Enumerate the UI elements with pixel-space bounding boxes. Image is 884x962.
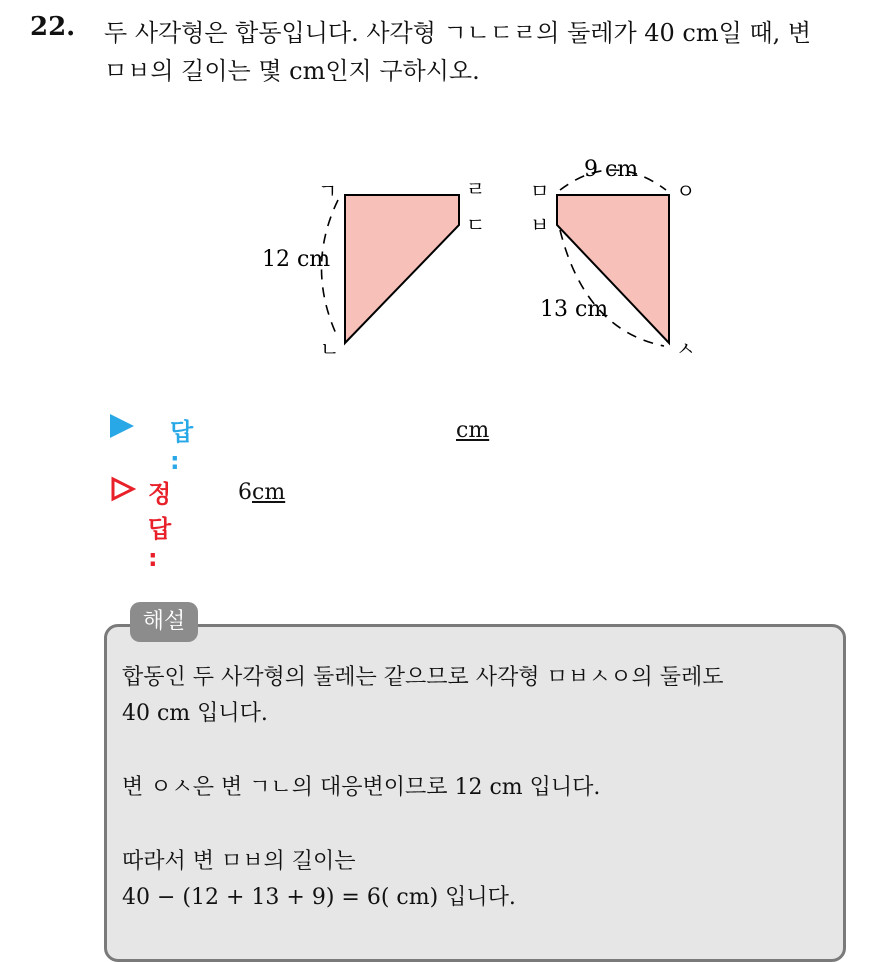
vertex-giyeok: ㄱ bbox=[318, 179, 338, 203]
right-top-length: 9 cm bbox=[584, 157, 639, 182]
vertex-mieum: ㅁ bbox=[530, 179, 550, 203]
vertex-siot: ㅅ bbox=[676, 337, 696, 361]
solution-line-1: 합동인 두 사각형의 둘레는 같으므로 사각형 ㅁㅂㅅㅇ의 둘레도 bbox=[122, 665, 724, 690]
left-side-length: 12 cm bbox=[262, 247, 331, 272]
right-side-length: 13 cm bbox=[540, 297, 609, 322]
solution-tag: 해설 bbox=[130, 602, 198, 642]
vertex-ieung: ㅇ bbox=[676, 179, 696, 203]
vertex-nieun: ㄴ bbox=[320, 337, 340, 361]
solution-line-2: 40 cm 입니다. bbox=[122, 701, 268, 726]
correct-answer-label: 정답 : bbox=[148, 480, 172, 572]
answer-label: 답 : bbox=[170, 418, 194, 475]
figure-diagram bbox=[0, 0, 884, 420]
correct-answer-number: 6 bbox=[238, 480, 252, 505]
question-line-2: ㅁㅂ의 길이는 몇 cm인지 구하시오. bbox=[104, 57, 480, 85]
correct-answer-unit: cm bbox=[252, 480, 286, 505]
vertex-bieup: ㅂ bbox=[530, 213, 550, 237]
solution-line-5: 40 − (12 + 13 + 9) = 6( cm) 입니다. bbox=[122, 885, 516, 910]
vertex-digeut: ㄷ bbox=[466, 213, 486, 237]
answer-unit: cm bbox=[456, 418, 490, 443]
solution-text bbox=[122, 660, 832, 916]
outline-triangle-icon bbox=[110, 476, 136, 502]
vertex-rieul: ㄹ bbox=[466, 177, 486, 201]
correct-answer-row bbox=[110, 476, 286, 572]
answer-row bbox=[110, 414, 490, 475]
question-number: 22. bbox=[30, 12, 76, 42]
correct-answer-value bbox=[238, 480, 285, 505]
question-line-1: 두 사각형은 합동입니다. 사각형 ㄱㄴㄷㄹ의 둘레가 40 cm일 때, 변 bbox=[104, 19, 812, 47]
play-triangle-icon bbox=[110, 414, 134, 438]
solution-line-3: 변 ㅇㅅ은 변 ㄱㄴ의 대응변이므로 12 cm 입니다. bbox=[122, 775, 601, 800]
left-quadrilateral bbox=[345, 195, 459, 343]
solution-line-4: 따라서 변 ㅁㅂ의 길이는 bbox=[122, 849, 356, 874]
